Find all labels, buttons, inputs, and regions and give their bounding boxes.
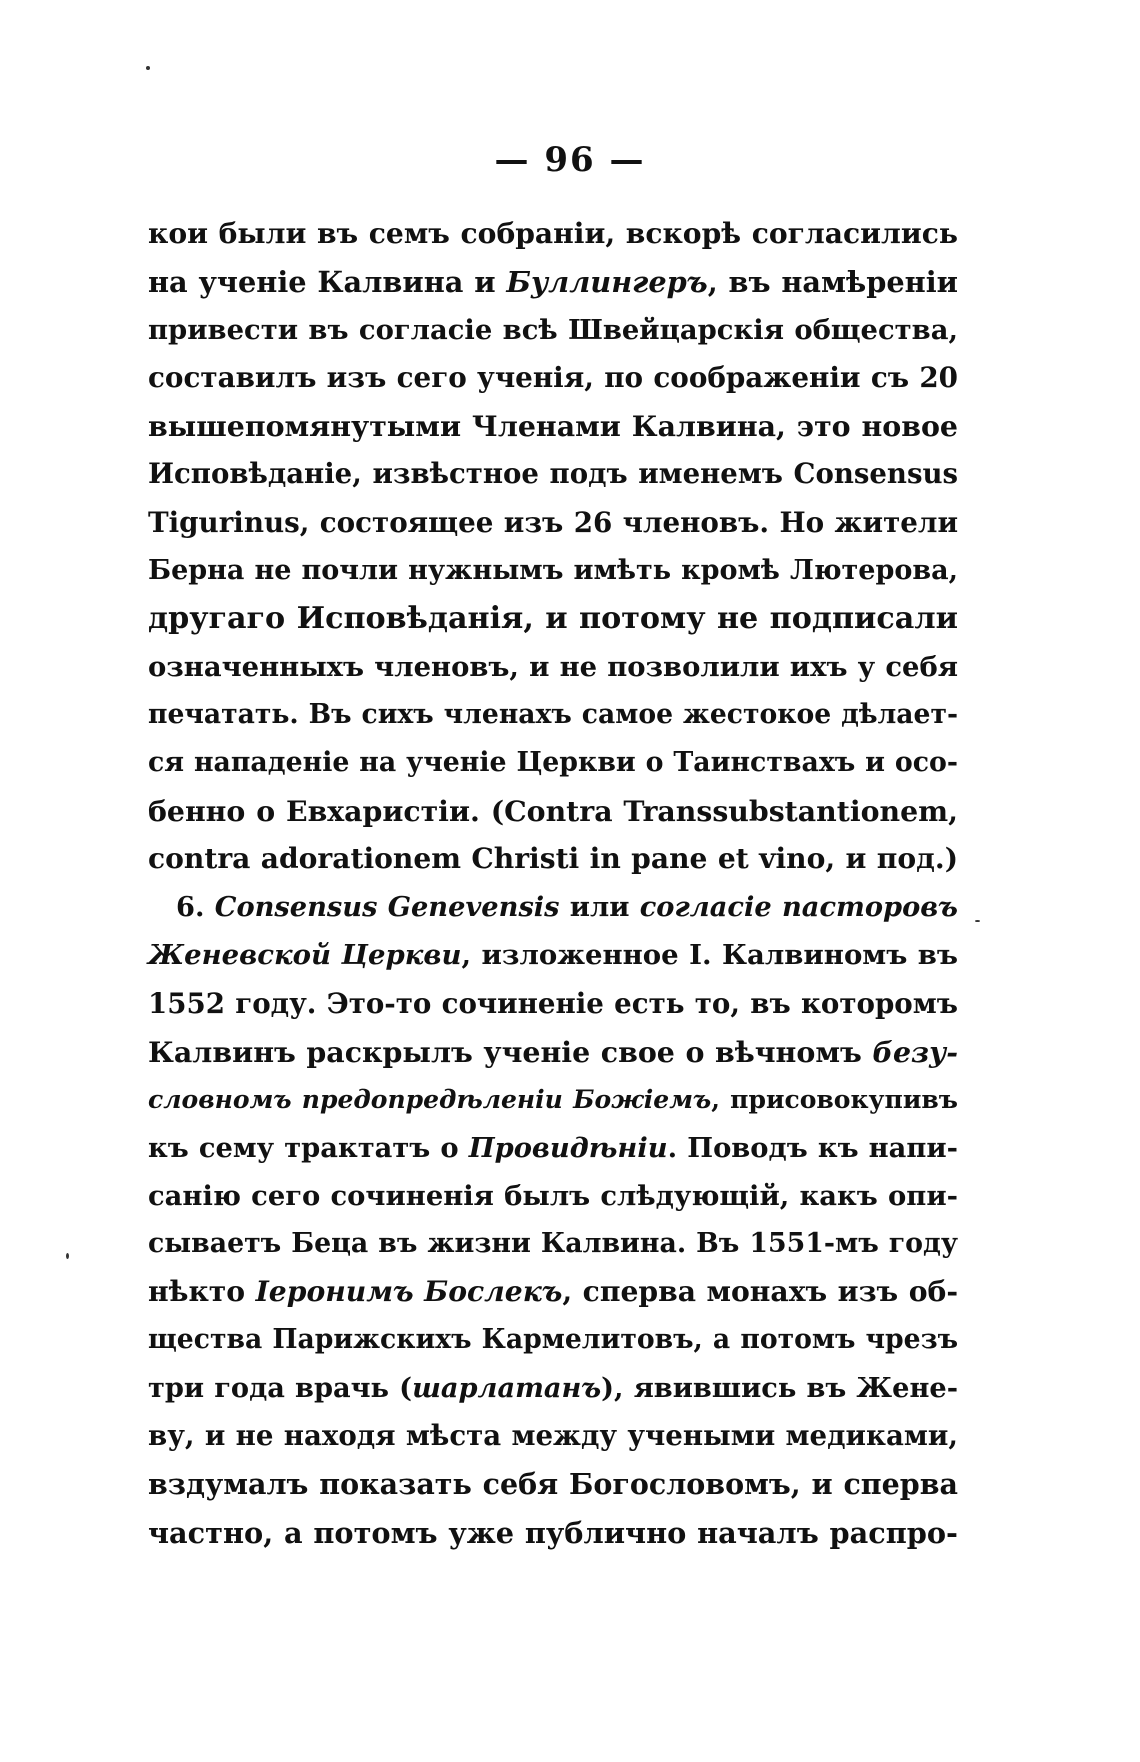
text-run: , изложенное І. Калвиномъ въ (461, 939, 958, 972)
text-run: contra adorationem Christi in pane et vino, и под.) (148, 842, 958, 876)
text-run: санію сего сочиненія былъ слѣдующій, какъ опи- (148, 1179, 958, 1212)
italic-text: согласіе пасторовъ (639, 891, 958, 924)
italic-text: шарлатанъ (412, 1372, 602, 1405)
text-line (148, 1412, 958, 1460)
italic-text: безу- (872, 1034, 958, 1069)
text-line (148, 402, 958, 450)
text-line (148, 643, 958, 691)
text-line (148, 1220, 958, 1268)
text-run: ву, и не находя мѣста между учеными медиками, (148, 1419, 958, 1453)
print-speck (66, 1253, 69, 1259)
text-run: на ученіе Калвина и (148, 265, 507, 300)
text-run: 1552 году. Это-то сочиненіе есть то, въ которомъ (148, 986, 958, 1020)
text-line (148, 691, 958, 739)
text-line (148, 787, 958, 835)
text-run: ), явившись въ Жене- (601, 1372, 958, 1405)
text-run: бенно о Евхаристіи. (Contra Transsubstantionem, (148, 794, 958, 829)
text-line (148, 1364, 958, 1412)
text-run: другаго Исповѣданія, и потому не подписали (148, 600, 958, 636)
italic-text: Женевской Церкви (148, 939, 462, 972)
text-run: щества Парижскихъ Кармелитовъ, а потомъ чрезъ (148, 1324, 958, 1356)
text-run: сываетъ Беца въ жизни Калвина. Въ 1551-мъ году (148, 1227, 958, 1259)
text-run: 6. (176, 891, 215, 924)
text-line (148, 306, 958, 354)
text-line (148, 258, 958, 306)
text-line (148, 1076, 958, 1124)
text-line (148, 547, 958, 595)
text-run: ся нападеніе на ученіе Церкви о Таинствахъ и осо- (148, 747, 958, 779)
text-line (148, 1316, 958, 1364)
text-run: составилъ изъ сего ученія, по соображеніи съ 20 (148, 361, 958, 395)
text-run: , присовокупивъ (711, 1084, 958, 1114)
text-run: привести въ согласіе всѣ Швейцарскія общества, (148, 314, 958, 347)
italic-text: Іеронимъ Бослекъ (255, 1275, 563, 1309)
italic-text: Провидѣніи (468, 1131, 668, 1164)
text-line (148, 499, 958, 547)
text-run: кои были въ семъ собраніи, вскорѣ согласились (148, 217, 958, 250)
text-run: нѣкто (148, 1275, 256, 1309)
italic-text: Consensus Genevensis (214, 891, 560, 924)
text-run: вышепомянутыми Членами Калвина, это новое (148, 409, 958, 444)
text-run: или (559, 891, 640, 924)
text-line (148, 883, 958, 931)
text-line (148, 980, 958, 1028)
text-run: къ сему трактатъ о (148, 1131, 469, 1164)
text-line (148, 1268, 958, 1316)
text-run: печатать. Въ сихъ членахъ самое жестокое дѣлает- (148, 698, 958, 730)
text-line (148, 739, 958, 787)
text-run: . Поводъ къ напи- (667, 1131, 958, 1164)
print-speck (975, 920, 980, 922)
italic-text: Буллингеръ (506, 265, 708, 300)
print-speck (146, 66, 150, 70)
text-line (148, 931, 958, 979)
text-line (148, 1172, 958, 1220)
text-line (148, 835, 958, 883)
text-run: частно, а потомъ уже публично началъ распро- (148, 1515, 958, 1550)
text-run: три года врачь ( (148, 1372, 413, 1405)
page-number: — 96 — (494, 140, 646, 180)
text-run: Исповѣданіе, извѣстное подъ именемъ Consensus (148, 458, 958, 491)
text-line (148, 354, 958, 402)
text-line (148, 595, 958, 643)
italic-text: словномъ предопредѣленіи Божіемъ (148, 1084, 712, 1114)
text-line (148, 1124, 958, 1172)
text-line (148, 450, 958, 498)
text-run: Калвинъ раскрылъ ученіе свое о вѣчномъ (148, 1034, 873, 1069)
text-run: вздумалъ показать себя Богословомъ, и сперва (148, 1467, 958, 1502)
body-text (148, 210, 958, 1557)
text-line (148, 210, 958, 258)
text-run: , въ намѣреніи (707, 265, 958, 300)
text-run: Tigurinus, состоящее изъ 26 членовъ. Но жители (148, 505, 958, 539)
text-line (148, 1028, 958, 1076)
text-line (148, 1509, 958, 1557)
text-run: означенныхъ членовъ, и не позволили ихъ у себя (148, 650, 958, 683)
text-run: Берна не почли нужнымъ имѣть кромѣ Лютерова, (148, 554, 958, 586)
text-line (148, 1460, 958, 1508)
text-run: , сперва монахъ изъ об- (562, 1275, 959, 1309)
